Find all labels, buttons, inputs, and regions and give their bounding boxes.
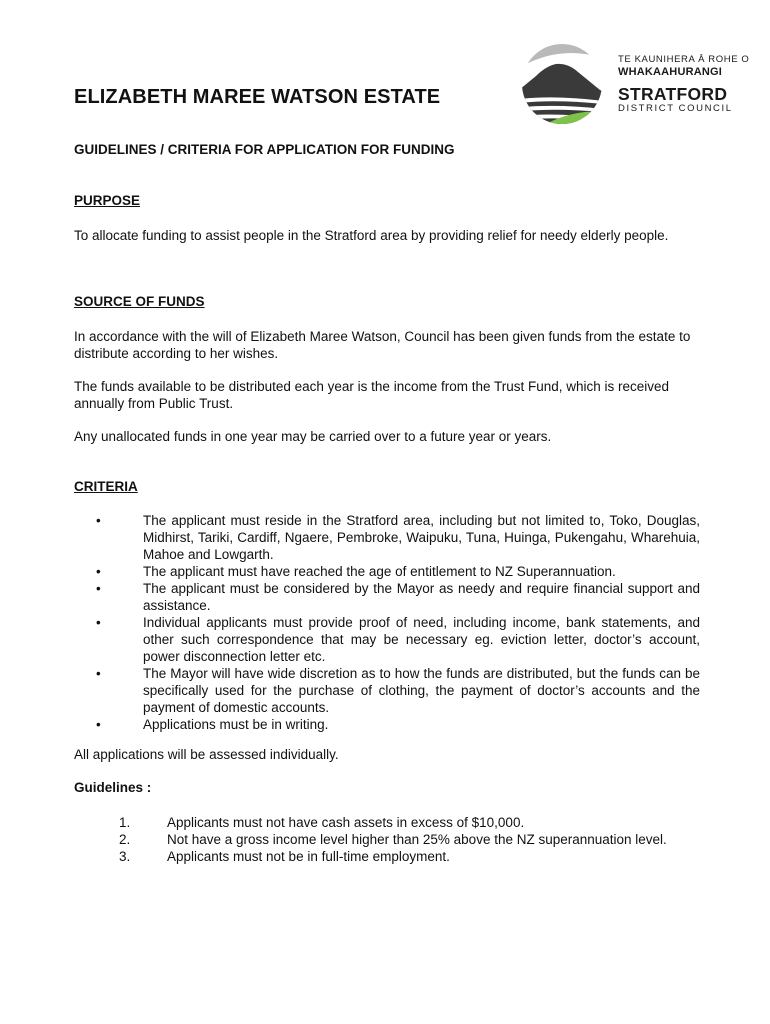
- guidelines-heading: Guidelines :: [74, 780, 152, 795]
- bullet-icon: •: [96, 564, 101, 579]
- source-paragraph: In accordance with the will of Elizabeth Maree Watson, Council has been given funds from the estate to distribute according to her wishes.: [74, 329, 691, 361]
- criteria-list: [74, 512, 700, 733]
- bullet-icon: •: [96, 615, 101, 630]
- bullet-icon: •: [96, 717, 101, 732]
- list-item: [74, 580, 700, 614]
- list-item: [74, 563, 700, 580]
- bullet-icon: •: [96, 513, 101, 528]
- purpose-text: To allocate funding to assist people in the Stratford area by providing relief for needy elderly people.: [74, 228, 669, 243]
- source-paragraph: The funds available to be distributed each year is the income from the Trust Fund, which is received annually from Public Trust.: [74, 379, 670, 411]
- logo-text: [618, 54, 750, 114]
- criteria-item-text: Individual applicants must provide proof of need, including income, bank statements, and other such correspondence that may be necessary eg. eviction letter, doctor’s account, power disconnection letter etc.: [143, 615, 700, 664]
- logo-district-council: DISTRICT COUNCIL: [618, 103, 733, 114]
- guideline-text: Not have a gross income level higher than 25% above the NZ superannuation level.: [167, 832, 667, 847]
- logo-stratford: STRATFORD: [618, 84, 728, 104]
- document-title: ELIZABETH MAREE WATSON ESTATE: [74, 86, 441, 108]
- bullet-icon: •: [96, 581, 101, 596]
- logo-whakaahurangi: WHAKAAHURANGI: [618, 66, 723, 78]
- bullet-icon: •: [96, 666, 101, 681]
- logo-maori-line: TE KAUNIHERA Ā ROHE O: [618, 54, 750, 65]
- guidelines-list: [74, 814, 700, 865]
- list-number: 1.: [119, 815, 131, 830]
- criteria-item-text: The Mayor will have wide discretion as to how the funds are distributed, but the funds can be specifically used for the purchase of clothing, the payment of doctor’s accounts and the payment of domestic accounts.: [143, 666, 700, 715]
- list-item: [74, 614, 700, 665]
- list-number: 3.: [119, 849, 131, 864]
- criteria-item-text: The applicant must reside in the Stratford area, including but not limited to, Toko, Douglas, Midhirst, Tariki, Cardiff, Ngaere, Pembroke, Waipuku, Tuna, Huinga, Pukengahu, Wharehuia, Mahoe and Lowgarth.: [143, 513, 700, 562]
- criteria-closing: All applications will be assessed individually.: [74, 747, 339, 762]
- mountain-logo-icon: [512, 42, 612, 126]
- list-item: [74, 831, 700, 848]
- list-item: [74, 848, 700, 865]
- list-item: [74, 814, 700, 831]
- list-item: [74, 665, 700, 716]
- stratford-council-logo: [512, 42, 750, 126]
- criteria-item-text: The applicant must be considered by the Mayor as needy and require financial support and assistance.: [143, 581, 700, 613]
- document-subtitle: GUIDELINES / CRITERIA FOR APPLICATION FOR FUNDING: [74, 142, 455, 157]
- list-number: 2.: [119, 832, 131, 847]
- source-paragraph: Any unallocated funds in one year may be carried over to a future year or years.: [74, 429, 552, 444]
- guideline-text: Applicants must not have cash assets in excess of $10,000.: [167, 815, 525, 830]
- criteria-heading: CRITERIA: [74, 479, 138, 494]
- list-item: [74, 512, 700, 563]
- guideline-text: Applicants must not be in full-time employment.: [167, 849, 450, 864]
- source-heading: SOURCE OF FUNDS: [74, 294, 205, 309]
- purpose-heading: PURPOSE: [74, 193, 141, 208]
- criteria-item-text: Applications must be in writing.: [143, 717, 329, 732]
- list-item: [74, 716, 700, 733]
- criteria-item-text: The applicant must have reached the age of entitlement to NZ Superannuation.: [143, 564, 616, 579]
